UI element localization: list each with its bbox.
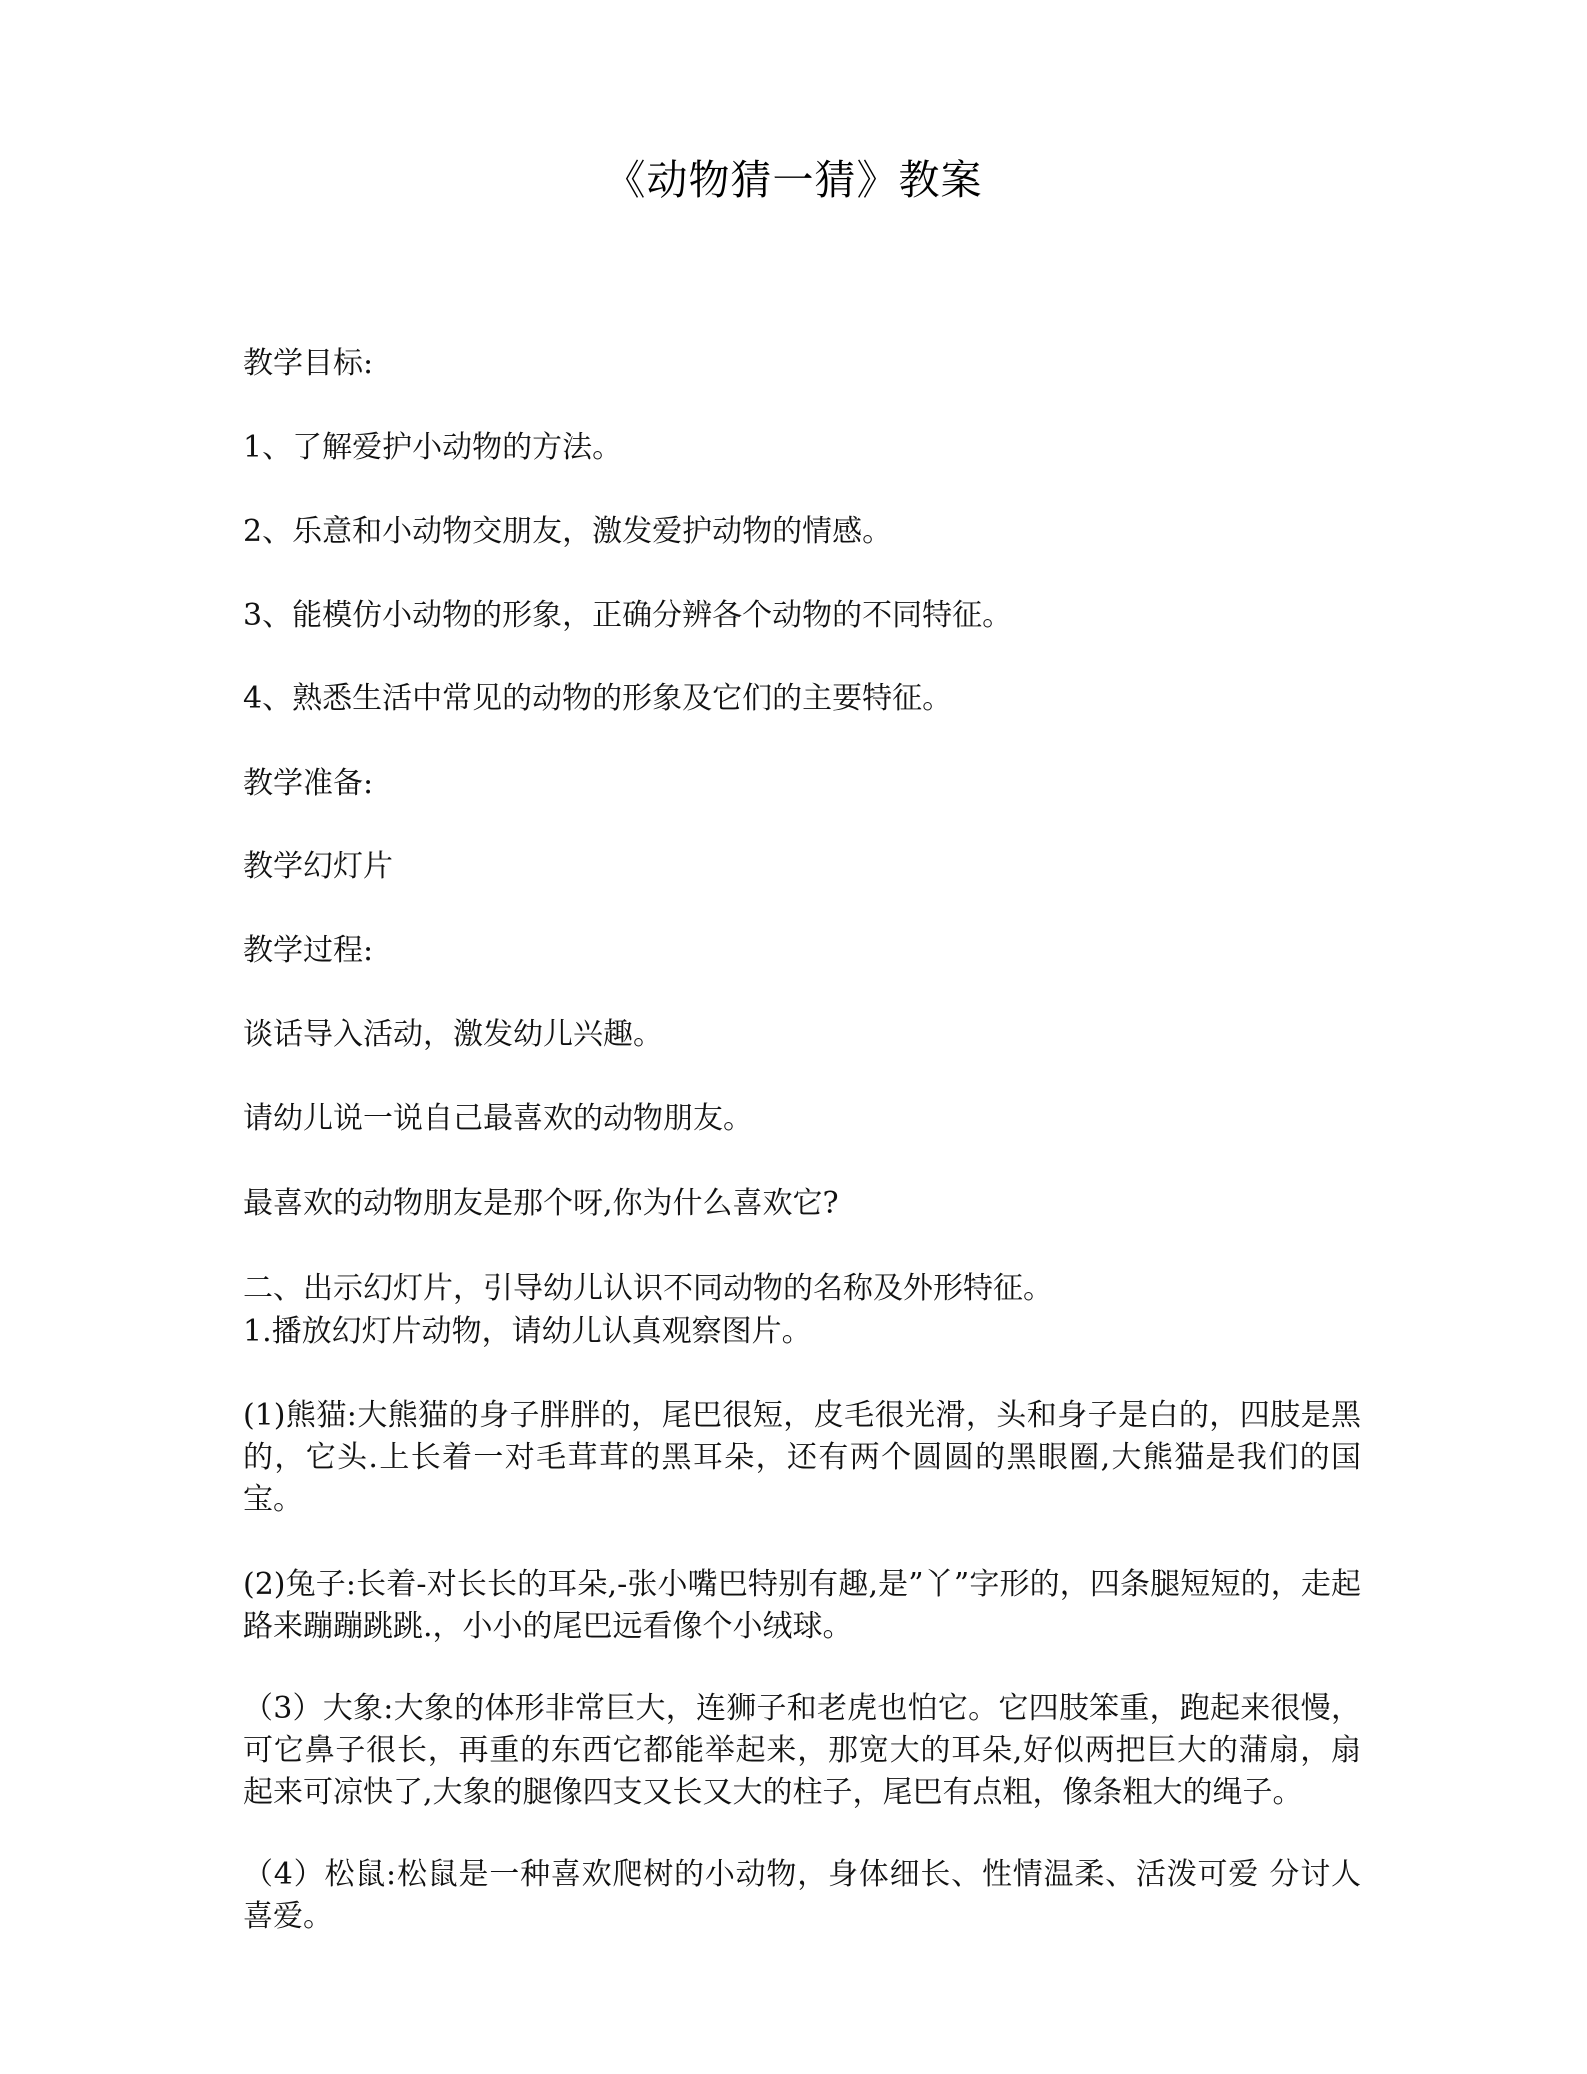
animal-squirrel-paragraph: （4）松鼠:松鼠是一种喜欢爬树的小动物，身体细长、性情温柔、活泼可爱 分讨人喜爱。 bbox=[243, 1857, 1361, 1934]
animal-rabbit-paragraph: (2)兔子:长着-对长长的耳朵,-张小嘴巴特别有趣,是”丫”字形的，四条腿短短的，走起路来蹦蹦跳跳.，小小的尾巴远看像个小绒球。 bbox=[243, 1567, 1361, 1644]
goal-item-2: 2、乐意和小动物交朋友，激发爱护动物的情感。 bbox=[243, 514, 893, 549]
process-heading: 教学过程: bbox=[243, 933, 374, 968]
goal-item-1: 1、了解爱护小动物的方法。 bbox=[243, 430, 623, 465]
goals-heading: 教学目标: bbox=[243, 346, 374, 381]
goal-item-3: 3、能模仿小动物的形象，正确分辨各个动物的不同特征。 bbox=[243, 598, 1013, 633]
step2-sub: 1.播放幻灯片动物，请幼儿认真观察图片。 bbox=[243, 1314, 812, 1349]
animal-panda-paragraph: (1)熊猫:大熊猫的身子胖胖的，尾巴很短，皮毛很光滑，头和身子是白的，四肢是黑的，它头.上长着一对毛茸茸的黑耳朵，还有两个圆圆的黑眼圈,大熊猫是我们的国宝。 bbox=[243, 1398, 1361, 1517]
preparation-content: 教学幻灯片 bbox=[243, 849, 393, 884]
goal-item-4: 4、熟悉生活中常见的动物的形象及它们的主要特征。 bbox=[243, 681, 953, 716]
process-intro-2: 请幼儿说一说自己最喜欢的动物朋友。 bbox=[243, 1101, 753, 1136]
document-title: 《动物猜一猜》教案 bbox=[604, 156, 983, 204]
step2-heading: 二、出示幻灯片，引导幼儿认识不同动物的名称及外形特征。 bbox=[243, 1271, 1053, 1306]
preparation-heading: 教学准备: bbox=[243, 766, 374, 801]
animal-elephant-paragraph: （3）大象:大象的体形非常巨大，连狮子和老虎也怕它。它四肢笨重，跑起来很慢，可它鼻子很长，再重的东西它都能举起来，那宽大的耳朵,好似两把巨大的蒲扇，扇起来可凉快了,大象的腿像四支又长又大的柱子，尾巴有点粗，像条粗大的绳子。 bbox=[243, 1691, 1361, 1810]
process-intro-1: 谈话导入活动，激发幼儿兴趣。 bbox=[243, 1017, 663, 1052]
process-intro-3: 最喜欢的动物朋友是那个呀,你为什么喜欢它? bbox=[243, 1186, 839, 1221]
